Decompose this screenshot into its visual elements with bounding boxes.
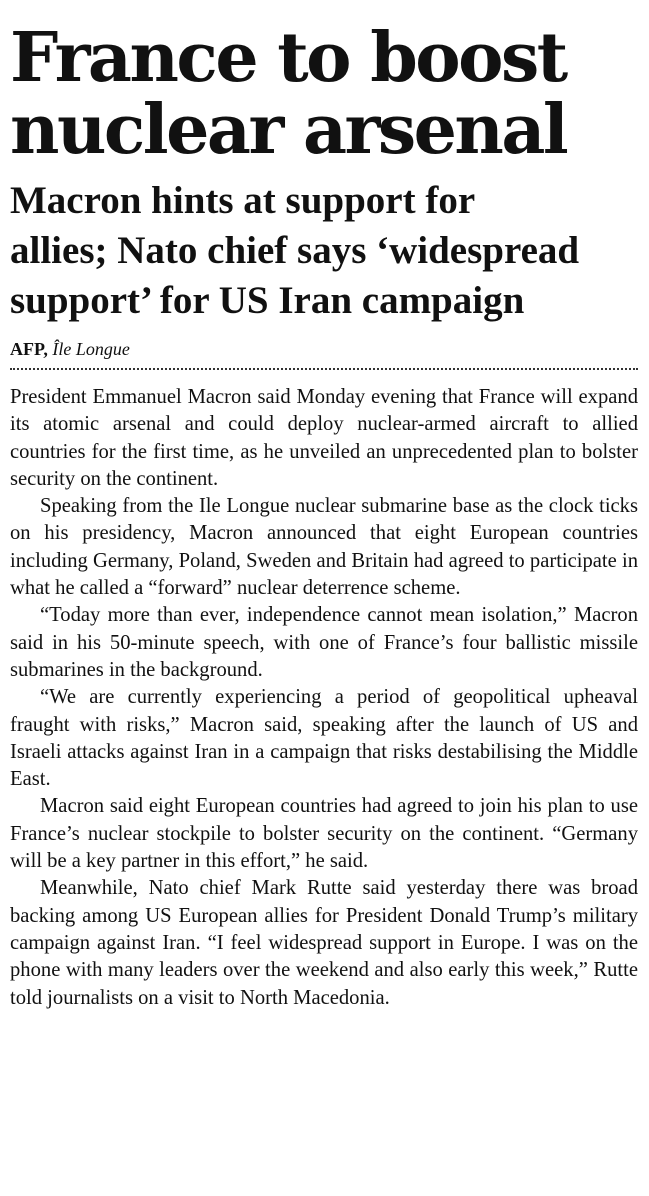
headline-line-1: France to boost xyxy=(10,18,566,98)
body-paragraph: “Today more than ever, independence cannot mean isolation,” Macron said in his 50-minute speech, with one of France’s four ballistic missile submarines in the background. xyxy=(10,604,638,681)
body-paragraph: Speaking from the Ile Longue nuclear submarine base as the clock ticks on his presidency, Macron announced that eight European countries including Germany, Poland, Sweden and Britain had agreed to participate in what he called a “forward” nuclear deterrence scheme. xyxy=(10,495,638,600)
standfirst-line-2: allies; Nato chief says ‘widespread xyxy=(10,229,580,272)
body-paragraph: “We are currently experiencing a period of geopolitical upheaval fraught with risks,” Macron said, speaking after the launch of US and Israeli attacks against Iran in a campaign that risks destabilising the Middle East. xyxy=(10,686,638,791)
news-article xyxy=(10,18,638,1012)
byline xyxy=(10,338,638,360)
dotted-divider xyxy=(10,368,638,370)
body-paragraph: Meanwhile, Nato chief Mark Rutte said yesterday there was broad backing among US European allies for President Donald Trump’s military campaign against Iran. “I feel widespread support in Europe. I was on the phone with many leaders over the weekend and also early this week,” Rutte told journalists on a visit to North Macedonia. xyxy=(10,877,638,1009)
article-body xyxy=(10,384,638,1012)
standfirst-line-3: support’ for US Iran campaign xyxy=(10,279,525,322)
body-paragraph: President Emmanuel Macron said Monday evening that France will expand its atomic arsenal and could deploy nuclear-armed aircraft to allied countries for the first time, as he unveiled an unprecedented plan to bolster security on the continent. xyxy=(10,386,638,490)
standfirst-line-1: Macron hints at support for xyxy=(10,179,476,222)
standfirst xyxy=(10,176,638,326)
body-paragraph: Macron said eight European countries had agreed to join his plan to use France’s nuclear stockpile to bolster security on the continent. “Germany will be a key partner in this effort,” he said. xyxy=(10,795,638,873)
byline-agency: AFP, xyxy=(10,339,48,359)
byline-place: Île Longue xyxy=(52,339,130,359)
headline xyxy=(10,18,638,170)
headline-line-2: nuclear arsenal xyxy=(10,90,567,170)
